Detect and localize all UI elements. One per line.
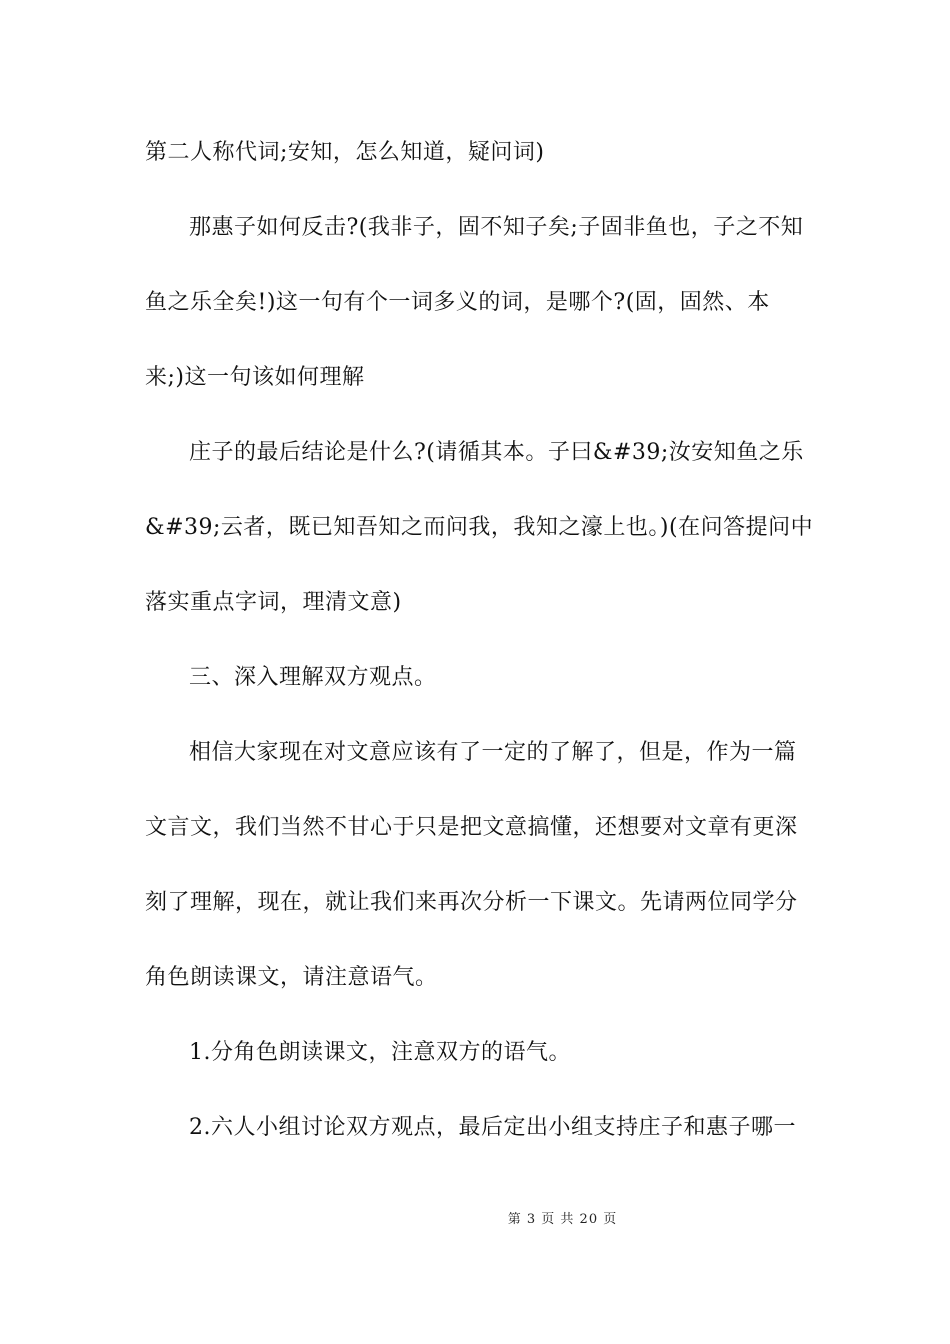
text-line-7: 落实重点字词，理清文意) [145, 590, 402, 615]
list-item-2: 2.六人小组讨论双方观点，最后定出小组支持庄子和惠子哪一 [189, 1115, 796, 1140]
text-line-2: 那惠子如何反击?(我非子，固不知子矣;子固非鱼也，子之不知 [189, 215, 804, 240]
text-line-11: 刻了理解，现在，就让我们来再次分析一下课文。先请两位同学分 [145, 890, 798, 915]
text-line-4: 来;)这一句该如何理解 [145, 365, 365, 390]
text-line-10: 文言文，我们当然不甘心于只是把文意搞懂，还想要对文章有更深 [145, 815, 798, 840]
page-footer [0, 1211, 950, 1229]
text-line-1: 第二人称代词;安知，怎么知道，疑问词) [145, 140, 545, 165]
text-line-5: 庄子的最后结论是什么?(请循其本。子曰&#39;汝安知鱼之乐 [189, 440, 804, 465]
section-heading: 三、深入理解双方观点。 [189, 665, 437, 690]
text-line-3: 鱼之乐全矣!)这一句有个一词多义的词，是哪个?(固，固然、本 [145, 290, 770, 315]
text-line-9: 相信大家现在对文意应该有了一定的了解了，但是，作为一篇 [189, 740, 797, 765]
text-line-12: 角色朗读课文，请注意语气。 [145, 965, 438, 990]
list-item-1: 1.分角色朗读课文，注意双方的语气。 [189, 1040, 571, 1065]
page-number: 第 3 页 共 20 页 [507, 1212, 618, 1227]
text-line-6: &#39;云者，既已知吾知之而问我，我知之濠上也。)(在问答提问中 [145, 515, 814, 540]
